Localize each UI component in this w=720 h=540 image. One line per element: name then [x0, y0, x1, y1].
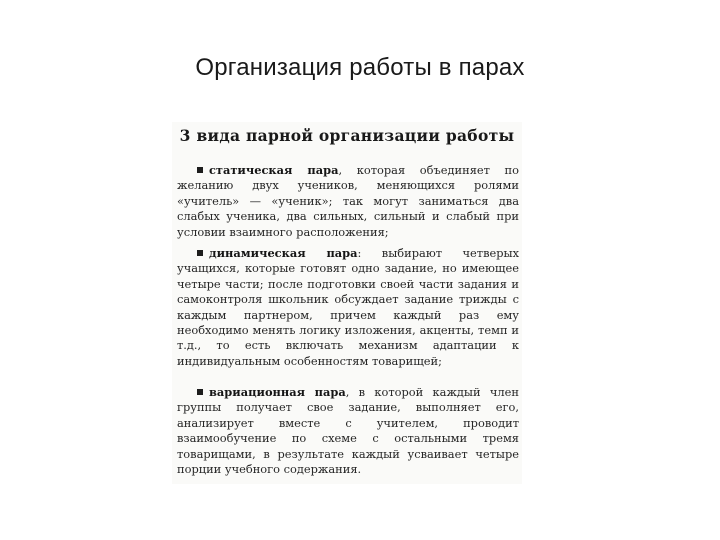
- term-variation-pair: вариационная пара: [209, 385, 346, 399]
- bullet-icon: [197, 167, 203, 173]
- bullet-icon: [197, 389, 203, 395]
- term-dynamic-pair: динамическая пара: [209, 246, 358, 260]
- scanned-page: [172, 122, 522, 484]
- item-text: , в которой каждый член группы получает свое задание, выполняет его, анализирует вместе с учителем, проводит взаимообучение по схеме с остальными тремя товарищами, в результате каждый усваивает четыре порции учебного содержания.: [177, 385, 519, 477]
- term-static-pair: статическая пара: [209, 163, 339, 177]
- list-item-dynamic-pair: [177, 246, 519, 369]
- list-item-variation-pair: [177, 385, 519, 477]
- scan-heading: 3 вида парной организации работы: [179, 126, 515, 145]
- slide-title: Организация работы в парах: [195, 54, 525, 81]
- item-text: : выбирают четверых учащихся, которые готовят одно задание, но имеющее четыре части; после подготовки своей части задания и самоконтроля школьник обсуждает задание трижды с каждым партнером, причем каждый раз ему необходимо менять логику изложения, акценты, темп и т.д., то есть включать механизм адаптации к индивидуальным особенностям товарищей;: [177, 246, 519, 368]
- bullet-icon: [197, 250, 203, 256]
- list-item-static-pair: [177, 163, 519, 240]
- item-text: , которая объединяет по желанию двух учеников, меняющихся ролями «учитель» — «ученик»; так могут заниматься два слабых ученика, два сильных, сильный и слабый при условии взаимного расположения;: [177, 163, 520, 239]
